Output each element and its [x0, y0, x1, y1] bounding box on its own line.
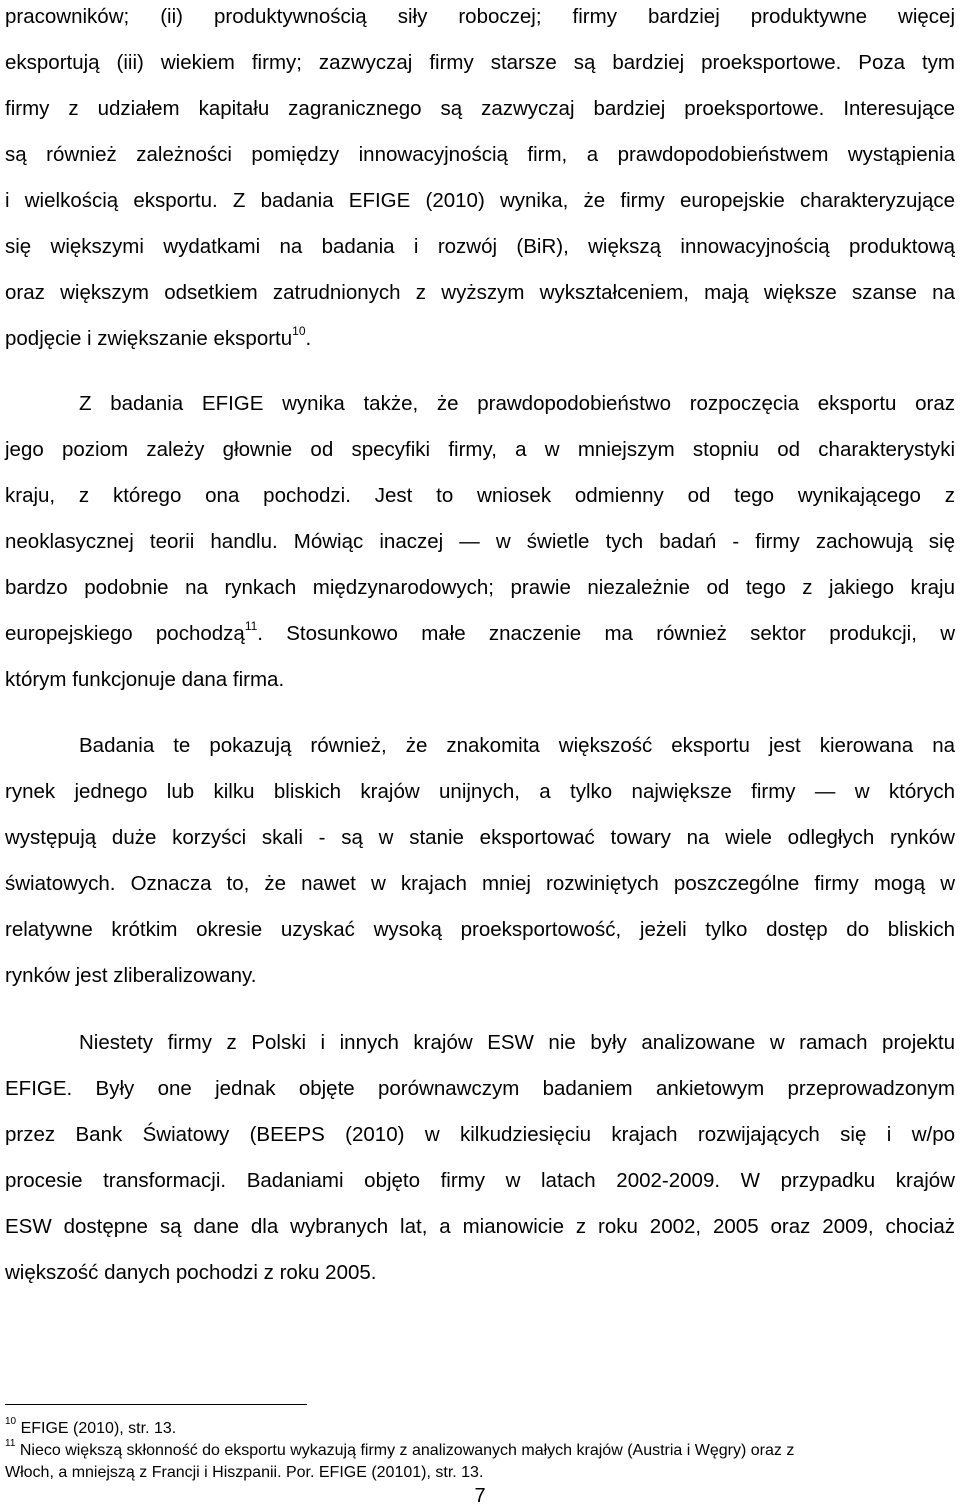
text-line: pracowników; (ii) produktywnością siły roboczej; firmy bardziej produktywne więcej	[5, 5, 955, 28]
text-line: oraz większym odsetkiem zatrudnionych z wyższym wykształceniem, mają większe szanse na	[5, 281, 955, 304]
text-run: .	[305, 327, 312, 350]
text-line: ESW dostępne są dane dla wybranych lat, a mianowicie z roku 2002, 2005 oraz 2009, chociaż	[5, 1215, 955, 1238]
text-run: podjęcie i zwiększanie eksportu	[5, 327, 293, 350]
footnote-ref-11[interactable]: 11	[244, 619, 258, 634]
text-line: EFIGE. Były one jednak objęte porównawczym badaniem ankietowym przeprowadzonym	[5, 1077, 955, 1100]
text-line: przez Bank Światowy (BEEPS (2010) w kilkudziesięciu krajach rozwijających się i w/po	[5, 1123, 955, 1146]
footnote-separator	[5, 1404, 307, 1405]
text-line: światowych. Oznacza to, że nawet w krajach mniej rozwiniętych poszczególne firmy mogą w	[5, 872, 955, 895]
footnote-number: 10	[5, 1415, 17, 1427]
text-line: występują duże korzyści skali - są w stanie eksportować towary na wiele odległych rynków	[5, 826, 955, 849]
footnote-ref-10[interactable]: 10	[292, 324, 306, 339]
text-run: europejskiego pochodzą	[5, 622, 245, 645]
footnote-text: Nieco większą skłonność do eksportu wykazują firmy z analizowanych małych krajów (Austria i Węgry) oraz z	[19, 1442, 795, 1459]
text-line: są również zależności pomiędzy innowacyjnością firm, a prawdopodobieństwem wystąpienia	[5, 143, 955, 166]
text-line	[5, 620, 955, 648]
text-line: którym funkcjonuje dana firma.	[5, 668, 285, 691]
text-line: większość danych pochodzi z roku 2005.	[5, 1261, 377, 1284]
text-line: firmy z udziałem kapitału zagranicznego są zazwyczaj bardziej proeksportowe. Interesujące	[5, 97, 955, 120]
text-line: bardzo podobnie na rynkach międzynarodowych; prawie niezależnie od tego z jakiego kraju	[5, 576, 955, 599]
page-number: 7	[474, 1485, 486, 1507]
text-run: . Stosunkowo małe znaczenie ma również sektor produkcji, w	[257, 622, 956, 645]
text-line: eksportują (iii) wiekiem firmy; zazwyczaj firmy starsze są bardziej proeksportowe. Poza tym	[5, 51, 955, 74]
text-line: jego poziom zależy głownie od specyfiki firmy, a w mniejszym stopniu od charakterystyki	[5, 438, 955, 461]
text-line: procesie transformacji. Badaniami objęto firmy w latach 2002-2009. W przypadku krajów	[5, 1169, 955, 1192]
text-line: i wielkością eksportu. Z badania EFIGE (2010) wynika, że firmy europejskie charakteryzujące	[5, 189, 955, 212]
text-line: rynków jest zliberalizowany.	[5, 964, 257, 987]
footnote-number: 11	[5, 1437, 16, 1449]
text-line: się większymi wydatkami na badania i rozwój (BiR), większą innowacyjnością produktową	[5, 235, 955, 258]
text-line: Badania te pokazują również, że znakomita większość eksportu jest kierowana na	[79, 734, 955, 757]
footnote-11	[5, 1437, 955, 1462]
text-line	[5, 325, 955, 353]
text-line: neoklasycznej teorii handlu. Mówiąc inaczej — w świetle tych badań - firmy zachowują się	[5, 530, 955, 553]
footnote-10	[5, 1415, 955, 1440]
text-line: Z badania EFIGE wynika także, że prawdopodobieństwo rozpoczęcia eksportu oraz	[79, 392, 955, 415]
text-line: rynek jednego lub kilku bliskich krajów unijnych, a tylko największe firmy — w których	[5, 780, 955, 803]
footnote-text: EFIGE (2010), str. 13.	[20, 1420, 177, 1437]
text-line: relatywne krótkim okresie uzyskać wysoką proeksportowość, jeżeli tylko dostęp do bliskich	[5, 918, 955, 941]
text-line: Niestety firmy z Polski i innych krajów ESW nie były analizowane w ramach projektu	[79, 1031, 955, 1054]
text-line: kraju, z którego ona pochodzi. Jest to wniosek odmienny od tego wynikającego z	[5, 484, 955, 507]
footnote-11-continued: Włoch, a mniejszą z Francji i Hiszpanii. Por. EFIGE (20101), str. 13.	[5, 1464, 484, 1481]
